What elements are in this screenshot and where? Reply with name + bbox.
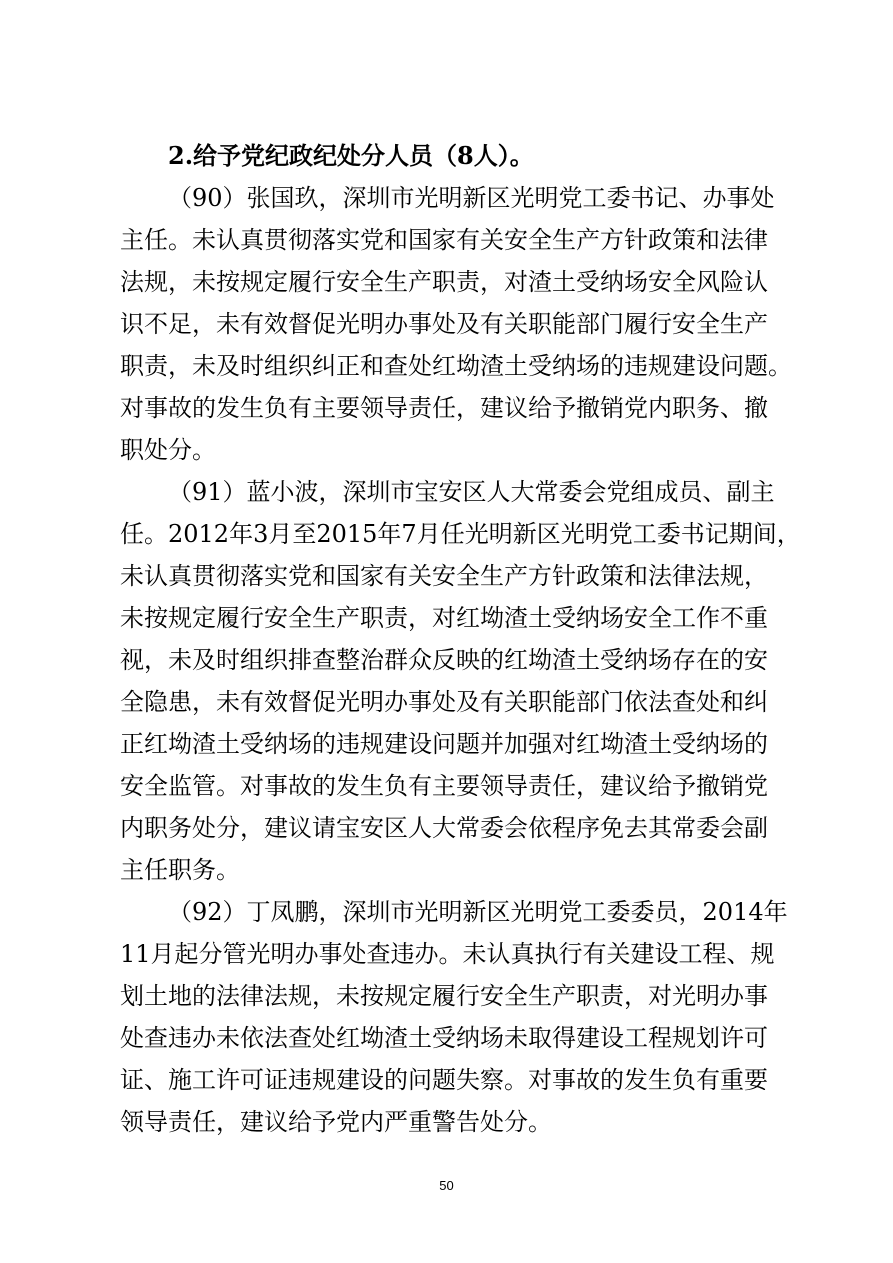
paragraph-90-line-3: 法规，未按规定履行安全生产职责，对渣土受纳场安全风险认 (120, 268, 768, 296)
paragraph-91-line-7: 正红坳渣土受纳场的违规建设问题并加强对红坳渣土受纳场的 (120, 730, 768, 758)
paragraph-91-line-3: 未认真贯彻落实党和国家有关安全生产方针政策和法律法规， (120, 562, 768, 590)
paragraph-92-line-1: （92）丁凤鹏，深圳市光明新区光明党工委委员，2014年 (168, 898, 788, 926)
paragraph-90-line-4: 识不足，未有效督促光明办事处及有关职能部门履行安全生产 (120, 310, 768, 338)
paragraph-91-line-10: 主任职务。 (120, 856, 240, 884)
paragraph-91-line-1: （91）蓝小波，深圳市宝安区人大常委会党组成员、副主 (168, 478, 775, 506)
paragraph-92-line-6: 领导责任，建议给予党内严重警告处分。 (120, 1108, 552, 1136)
paragraph-90-line-1: （90）张国玖，深圳市光明新区光明党工委书记、办事处 (168, 184, 775, 212)
paragraph-91-line-4: 未按规定履行安全生产职责，对红坳渣土受纳场安全工作不重 (120, 604, 768, 632)
paragraph-92-line-3: 划土地的法律法规，未按规定履行安全生产职责，对光明办事 (120, 982, 768, 1010)
paragraph-91-line-2: 任。2012年3月至2015年7月任光明新区光明党工委书记期间， (120, 520, 801, 548)
paragraph-92-line-2: 11月起分管光明办事处查违办。未认真执行有关建设工程、规 (120, 940, 775, 968)
paragraph-90-line-5: 职责，未及时组织纠正和查处红坳渣土受纳场的违规建设问题。 (120, 352, 792, 380)
paragraph-91-line-6: 全隐患，未有效督促光明办事处及有关职能部门依法查处和纠 (120, 688, 768, 716)
paragraph-91-line-9: 内职务处分，建议请宝安区人大常委会依程序免去其常委会副 (120, 814, 768, 842)
paragraph-92-line-5: 证、施工许可证违规建设的问题失察。对事故的发生负有重要 (120, 1066, 768, 1094)
paragraph-90-line-2: 主任。未认真贯彻落实党和国家有关安全生产方针政策和法律 (120, 226, 768, 254)
paragraph-90-line-6: 对事故的发生负有主要领导责任，建议给予撤销党内职务、撤 (120, 394, 768, 422)
paragraph-91-line-5: 视，未及时组织排查整治群众反映的红坳渣土受纳场存在的安 (120, 646, 768, 674)
paragraph-92-line-4: 处查违办未依法查处红坳渣土受纳场未取得建设工程规划许可 (120, 1024, 768, 1052)
paragraph-90-line-7: 职处分。 (120, 436, 216, 464)
paragraph-91-line-8: 安全监管。对事故的发生负有主要领导责任，建议给予撤销党 (120, 772, 768, 800)
section-heading: 2.给予党纪政纪处分人员（8人）。 (168, 141, 534, 170)
page-number: 50 (439, 1178, 454, 1193)
